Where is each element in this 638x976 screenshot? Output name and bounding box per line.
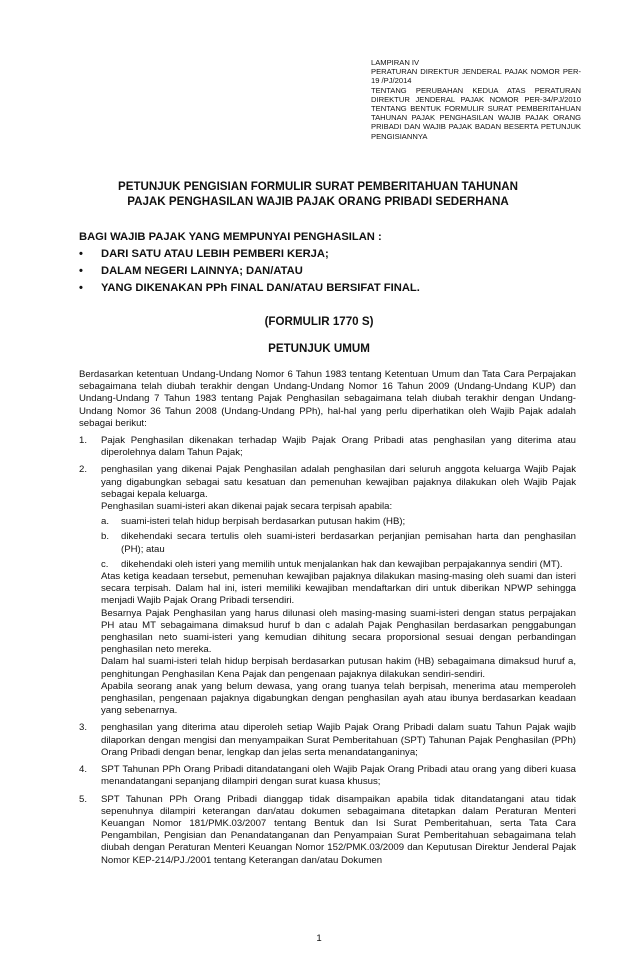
subitem-text: dikehendaki oleh isteri yang memilih untuk menjalankan hak dan kewajiban perpajakannya sendiri (MT).	[121, 558, 563, 570]
numbered-item	[79, 764, 576, 788]
item-paragraph: Apabila seorang anak yang belum dewasa, yang orang tuanya telah berpisah, menerima atau memperoleh penghasilan, pengenaan pajaknya digabungkan dengan penghasilan ayah atau ibunya berdasarkan keadaan yang sebenarnya.	[101, 680, 576, 717]
section-title: PETUNJUK UMUM	[268, 342, 370, 355]
applicability-block	[79, 229, 579, 297]
item-number: 1.	[79, 435, 88, 447]
item-paragraph: Besarnya Pajak Penghasilan yang harus dilunasi oleh masing-masing suami-isteri dengan status perpajakan PH atau MT sebagaimana dimaksud huruf b dan c adalah Pajak Penghasilan berdasarkan penggabungan penghasilan neto suami-isteri yang kemudian dihitung secara proporsional sesuai dengan perbandingan penghasilan neto mereka.	[101, 607, 576, 656]
item-paragraph: Atas ketiga keadaan tersebut, pemenuhan kewajiban pajaknya dilakukan masing-masing oleh suami dan isteri secara terpisah. Dalam hal ini, isteri memiliki kewajiban mendaftarkan diri untuk diberikan NPWP sehingga menjadi Wajib Pajak Orang Pribadi tersendiri.	[101, 571, 576, 607]
page-number: 1	[316, 933, 322, 944]
item-lead-paragraph: Penghasilan suami-isteri akan dikenai pajak secara terpisah apabila:	[101, 501, 393, 513]
lettered-subitem	[101, 516, 576, 528]
applicability-bullet	[79, 246, 579, 263]
applicability-bullet	[79, 263, 579, 280]
title-line-2: PAJAK PENGHASILAN WAJIB PAJAK ORANG PRIBADI SEDERHANA	[127, 194, 509, 208]
numbered-item	[79, 435, 576, 459]
item-text: penghasilan yang dikenai Pajak Penghasilan adalah penghasilan dari seluruh anggota keluarga Wajib Pajak yang digabungkan sebagai satu kesatuan dan pemenuhan kewajiban pajaknya dilakukan oleh Wajib Pajak sebagai kepala keluarga.	[101, 464, 576, 500]
bullet-icon: •	[79, 282, 83, 294]
item-text: penghasilan yang diterima atau diperoleh setiap Wajib Pajak Orang Pribadi dalam suatu Tahun Pajak wajib dilaporkan dengan mengisi dan menyampaikan Surat Pemberitahuan (SPT) Tahunan Pajak Penghasilan (PPh) Orang Pribadi dengan benar, lengkap dan jelas serta menandatanganinya;	[101, 722, 576, 758]
item-number: 2.	[79, 464, 88, 476]
bullet-icon: •	[79, 265, 83, 277]
document-title	[78, 180, 558, 209]
regulation-number: PERATURAN DIREKTUR JENDERAL PAJAK NOMOR PER- 19 /PJ/2014	[371, 67, 581, 86]
subitem-letter: a.	[101, 516, 110, 528]
regulation-subject: TENTANG PERUBAHAN KEDUA ATAS PERATURAN DIREKTUR JENDERAL PAJAK NOMOR PER-34/PJ/2010 TENTANG BENTUK FORMULIR SURAT PEMBERITAHUAN TAHUNAN PAJAK PENGHASILAN WAJIB PAJAK ORANG PRIBADI DAN WAJIB PAJAK BADAN BESERTA PETUNJUK PENGISIANNYA	[371, 85, 581, 141]
applicability-heading: BAGI WAJIB PAJAK YANG MEMPUNYAI PENGHASILAN :	[79, 231, 382, 243]
numbered-item	[79, 722, 576, 759]
item-text: SPT Tahunan PPh Orang Pribadi ditandatangani oleh Wajib Pajak Orang Pribadi atau orang yang diberi kuasa menandatangani sepanjang dilampiri dengan surat kuasa khusus;	[101, 764, 576, 788]
subitem-text: dikehendaki secara tertulis oleh suami-isteri berdasarkan perjanjian pemisahan harta dan penghasilan (PH); atau	[121, 531, 576, 555]
lettered-subitem	[101, 531, 576, 555]
attachment-reference-block	[371, 58, 581, 141]
subitem-text: suami-isteri telah hidup berpisah berdasarkan putusan hakim (HB);	[121, 516, 406, 528]
general-instructions	[79, 369, 576, 872]
bullet-text: YANG DIKENAKAN PPh FINAL DAN/ATAU BERSIFAT FINAL.	[101, 282, 420, 294]
bullet-text: DALAM NEGERI LAINNYA; DAN/ATAU	[101, 265, 303, 277]
attachment-label: LAMPIRAN IV	[371, 58, 420, 67]
item-number: 3.	[79, 722, 88, 734]
form-code: (FORMULIR 1770 S)	[264, 315, 374, 328]
intro-paragraph: Berdasarkan ketentuan Undang-Undang Nomor 6 Tahun 1983 tentang Ketentuan Umum dan Tata Cara Perpajakan sebagaimana telah diubah terakhir dengan Undang-Undang Nomor 16 Tahun 2009 (Undang-Undang KUP) dan Undang-Undang 7 Tahun 1983 tentang Pajak Penghasilan sebagaimana telah diubah terakhir dengan Undang-Undang Nomor 36 Tahun 2008 (Undang-Undang PPh), hal-hal yang perlu diperhatikan oleh Wajib Pajak adalah sebagai berikut:	[79, 369, 576, 429]
numbered-item	[79, 794, 576, 867]
lettered-subitem	[101, 559, 576, 571]
item-paragraph: Dalam hal suami-isteri telah hidup berpisah berdasarkan putusan hakim (HB) sebagaimana dimaksud huruf a, penghitungan Penghasilan Kena Pajak dan pengenaan pajaknya dilakukan sendiri-sendiri.	[101, 656, 576, 680]
item-number: 4.	[79, 764, 88, 776]
subitem-letter: b.	[101, 531, 110, 543]
numbered-item	[79, 464, 576, 717]
subitem-letter: c.	[101, 558, 109, 570]
item-text: Pajak Penghasilan dikenakan terhadap Wajib Pajak Orang Pribadi atas penghasilan yang diterima atau diperolehnya dalam Tahun Pajak;	[101, 435, 576, 459]
applicability-bullet	[79, 280, 579, 297]
bullet-icon: •	[79, 248, 83, 260]
title-line-1: PETUNJUK PENGISIAN FORMULIR SURAT PEMBERITAHUAN TAHUNAN	[118, 180, 518, 193]
item-text: SPT Tahunan PPh Orang Pribadi dianggap tidak disampaikan apabila tidak ditandatangani atau tidak sepenuhnya dilampiri keterangan dan/atau dokumen sebagaimana ditetapkan dalam Peraturan Menteri Keuangan Nomor 181/PMK.03/2007 tentang Bentuk dan Isi Surat Pemberitahuan, serta Tata Cara Pengambilan, Pengisian dan Penandatanganan dan Penyampaian Surat Pemberitahuan sebagaimana telah diubah dengan Peraturan Menteri Keuangan Nomor 152/PMK.03/2009 dan Keputusan Direktur Jenderal Pajak Nomor KEP-214/PJ./2001 tentang Keterangan dan/atau Dokumen	[101, 793, 576, 866]
bullet-text: DARI SATU ATAU LEBIH PEMBERI KERJA;	[101, 248, 329, 260]
item-number: 5.	[79, 793, 88, 805]
